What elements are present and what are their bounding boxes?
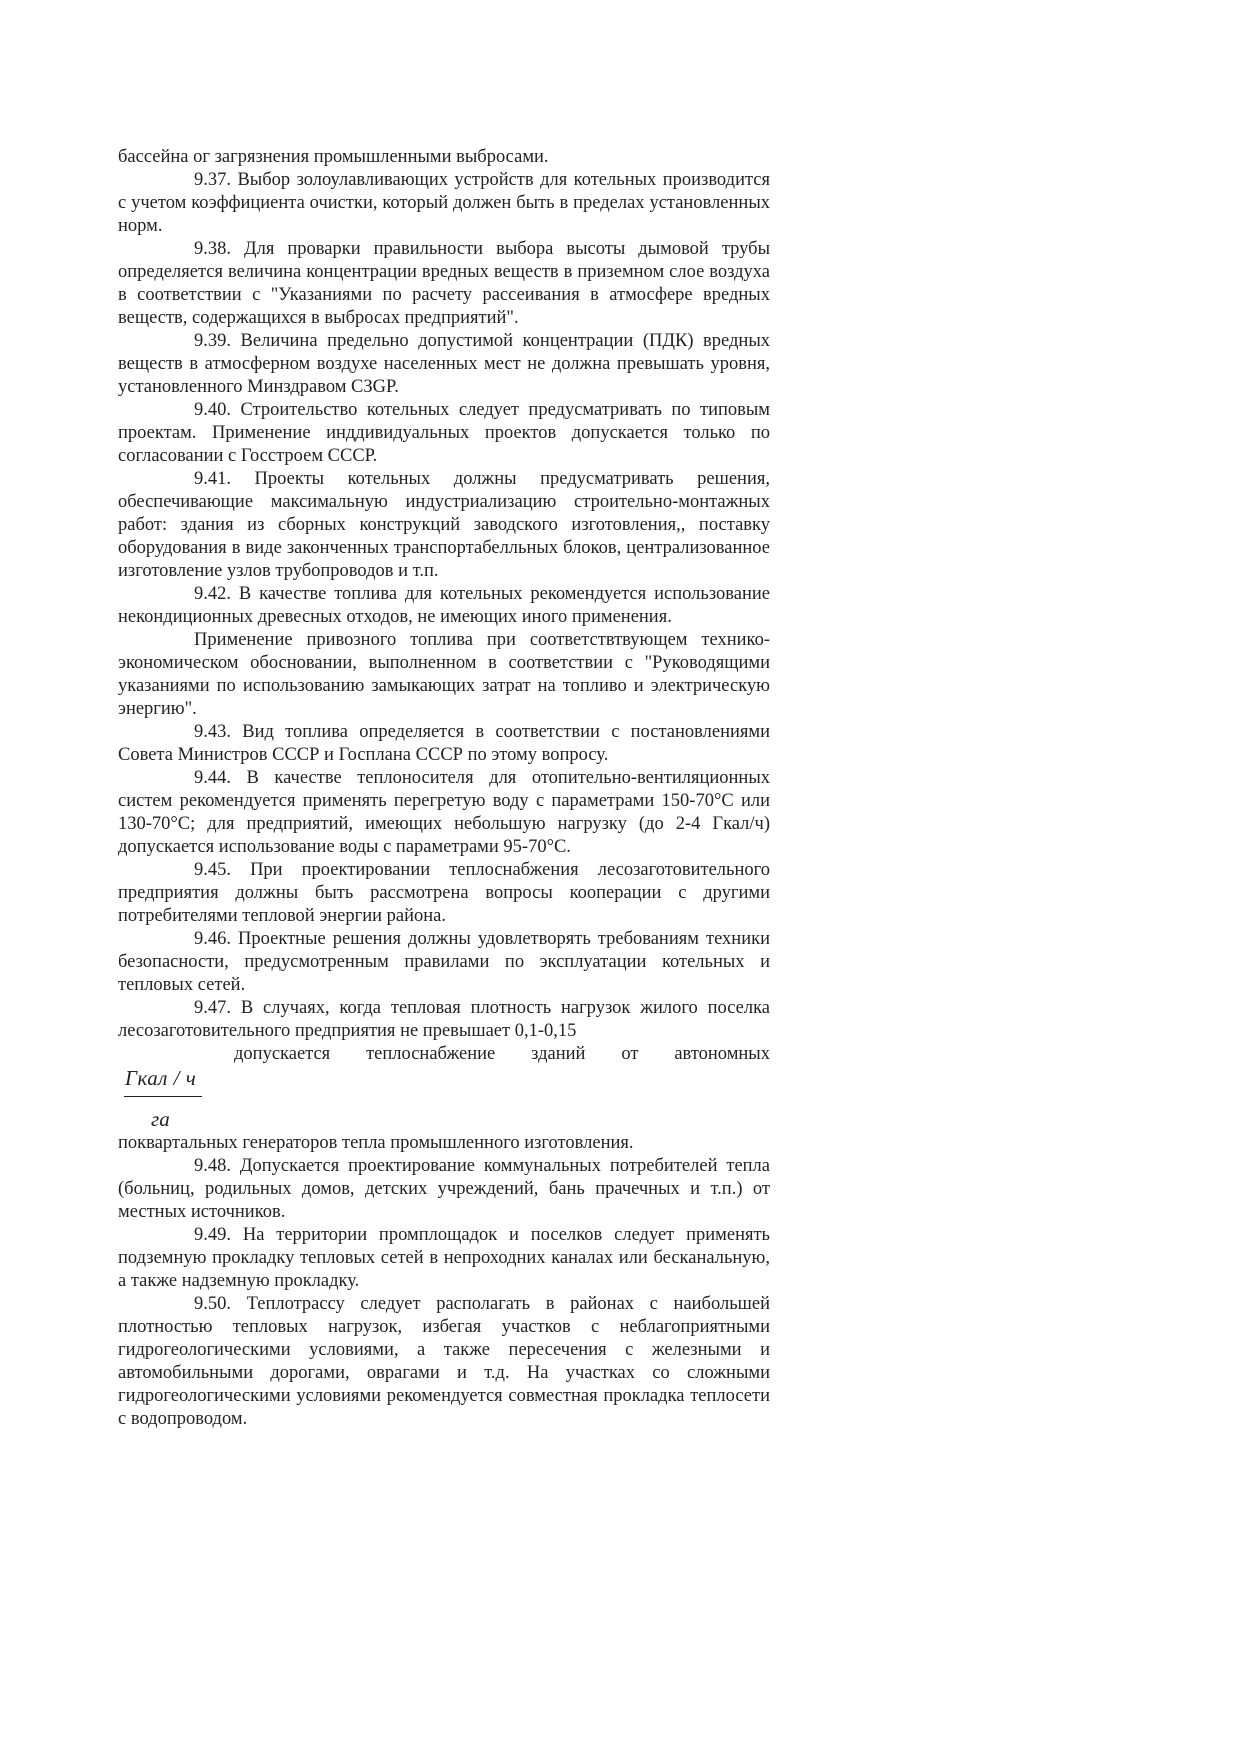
formula-fraction <box>118 1066 218 1132</box>
paragraph-9-48: 9.48. Допускается проектирование коммунальных потребителей тепла (больниц, родильных домов, детских учреждений, бань прачечных и т.п.) от местных источников. <box>118 1156 770 1222</box>
paragraph-9-42-fuel: Применение привозного топлива при соответствтвующем технико-экономическом обосновании, выполненном в соответствии с "Руководящими указаниями по использованию замыкающих затрат на топливо и электрическую энергию". <box>118 630 770 719</box>
paragraph-9-46: 9.46. Проектные решения должны удовлетворять требованиям техники безопасности, предусмотренным правилами по эксплуатации котельных и тепловых сетей. <box>118 929 770 995</box>
paragraph-9-38: 9.38. Для проварки правильности выбора высоты дымовой трубы определяется величина концентрации вредных веществ в приземном слое воздуха в соответствии с "Указаниями по расчету рассеивания в атмосфере вредных веществ, содержащихся в выбросах предприятий". <box>118 239 770 328</box>
paragraph-9-45: 9.45. При проектировании теплоснабжения лесозаготовительного предприятия должны быть рассмотрена вопросы кооперации с другими потребителями тепловой энергии района. <box>118 860 770 926</box>
paragraph-continuation: бассейна ог загрязнения промышленными выбросами. <box>118 147 549 167</box>
paragraph-9-50: 9.50. Теплотрассу следует располагать в районах с наибольшей плотностью тепловых нагрузок, избегая участков с неблагоприятными гидрогеологическими условиями, а также пересечения с железными и автомобильными дорогами, оврагами и т.д. На участках со сложными гидрогеологическими условиями рекомендуется совместная прокладка теплосети с водопроводом. <box>118 1294 770 1429</box>
paragraph-9-39: 9.39. Величина предельно допустимой концентрации (ПДК) вредных веществ в атмосферном воздухе населенных мест не должна превышать уровня, установленного Минздравом СЗGP. <box>118 331 770 397</box>
fraction-bar <box>124 1096 202 1097</box>
paragraph-9-47: 9.47. В случаях, когда тепловая плотность нагрузок жилого поселка лесозаготовительного предприятия не превышает 0,1-0,15 <box>118 998 770 1041</box>
formula-denominator: га <box>151 1107 170 1131</box>
paragraph-9-41: 9.41. Проекты котельных должны предусматривать решения, обеспечивающие максимальную индустриализацию строительно-монтажных работ: здания из сборных конструкций заводского изготовления,, поставку оборудования в виде законченных транспортабелльных блоков, централизованное изготовление узлов трубопроводов и т.п. <box>118 469 770 581</box>
paragraph-9-40: 9.40. Строительство котельных следует предусматривать по типовым проектам. Применение инддивидуальных проектов допускается только по согласовании с Госстроем СССР. <box>118 400 770 466</box>
document-page <box>118 146 770 1431</box>
formula-numerator: Гкал / ч <box>125 1066 197 1090</box>
paragraph-9-44: 9.44. В качестве теплоносителя для отопительно-вентиляционных систем рекомендуется применять перегретую воду с параметрами 150-70°С или 130-70°С; для предприятий, имеющих небольшую нагрузку (до 2-4 Гкал/ч) допускается использование воды с параметрами 95-70°С. <box>118 768 770 857</box>
paragraph-9-47-end: поквартальных генераторов тепла промышленного изготовления. <box>118 1133 634 1153</box>
paragraph-9-49: 9.49. На территории промплощадок и поселков следует применять подземную прокладку тепловых сетей в непроходних каналах или бесканальную, а также надземную прокладку. <box>118 1225 770 1291</box>
paragraph-9-47-line: допускается теплоснабжение зданий от автономных <box>234 1044 770 1064</box>
paragraph-9-43: 9.43. Вид топлива определяется в соответствии с постановлениями Совета Министров СССР и Госплана СССР по этому вопросу. <box>118 722 770 765</box>
paragraph-9-42: 9.42. В качестве топлива для котельных рекомендуется использование некондиционных древесных отходов, не имеющих иного применения. <box>118 584 770 627</box>
paragraph-9-37: 9.37. Выбор золоулавливающих устройств для котельных производится с учетом коэффициента очистки, который должен быть в пределах установленных норм. <box>118 170 770 236</box>
